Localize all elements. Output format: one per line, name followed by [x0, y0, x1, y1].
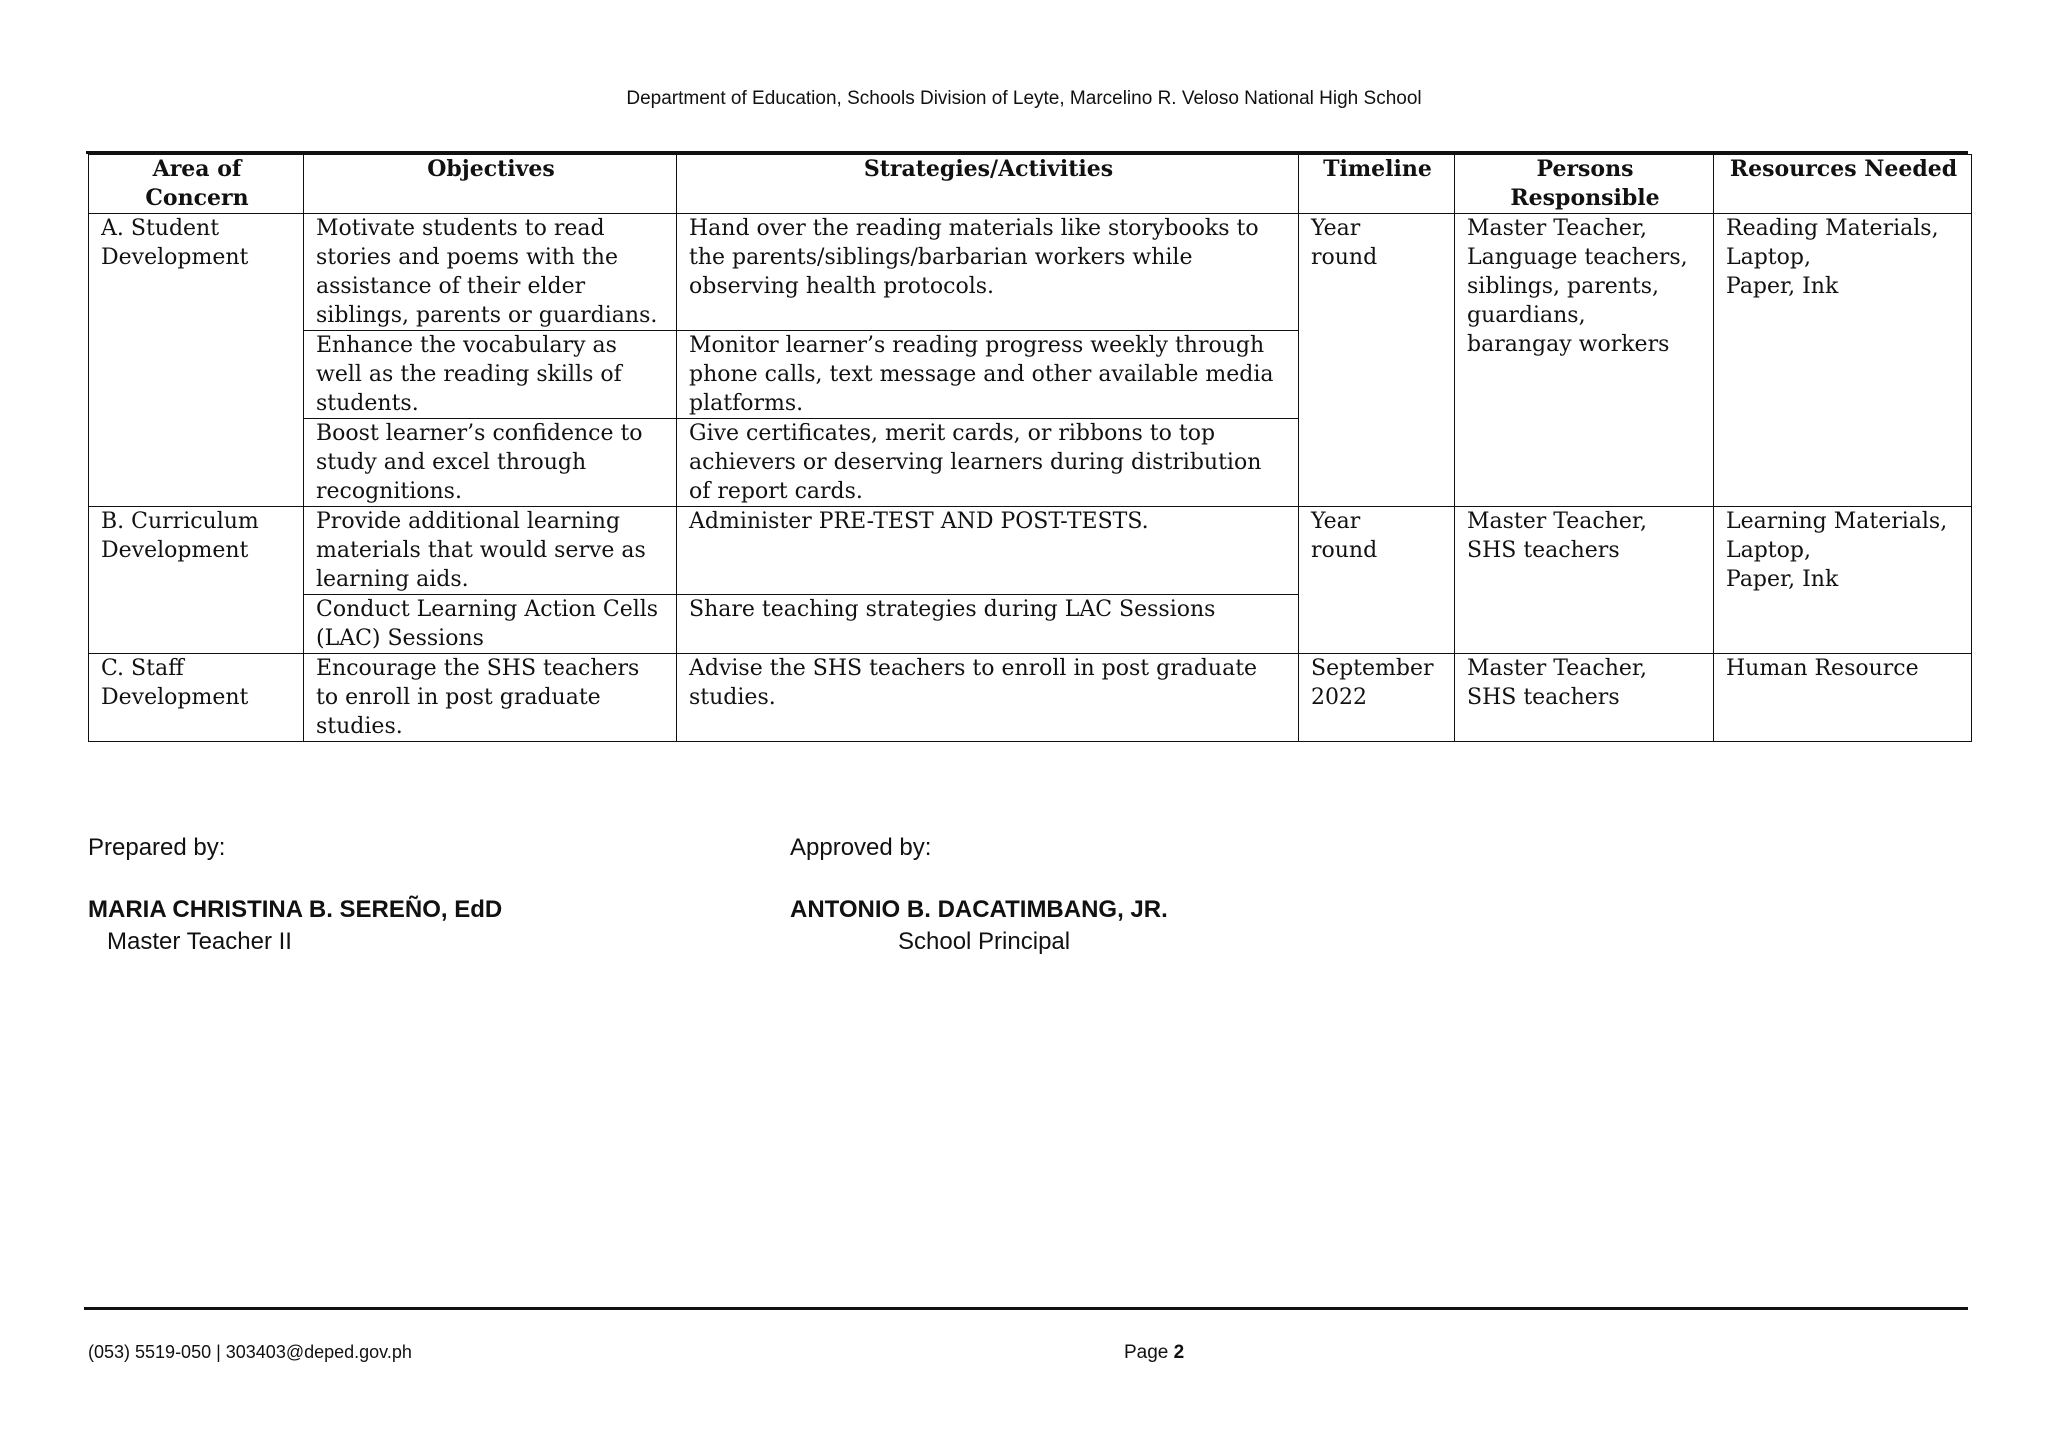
- persons-cell: Master Teacher, SHS teachers: [1455, 654, 1714, 742]
- resources-cell: Reading Materials, Laptop, Paper, Ink: [1714, 214, 1972, 507]
- objective-cell: Enhance the vocabulary as well as the reading skills of students.: [304, 331, 677, 419]
- page-indicator: [1124, 1342, 1184, 1364]
- area-cell: A. Student Development: [89, 214, 304, 507]
- approved-by-name: ANTONIO B. DACATIMBANG, JR.: [790, 896, 1168, 923]
- table-row: [89, 507, 1972, 595]
- table-row: [89, 214, 1972, 331]
- timeline-cell: Year round: [1299, 507, 1455, 654]
- table-row: [89, 654, 1972, 742]
- approved-by-title: School Principal: [898, 928, 1071, 955]
- objective-cell: Motivate students to read stories and poems with the assistance of their elder siblings, parents or guardians.: [304, 214, 677, 331]
- action-plan-table: [88, 154, 1972, 742]
- objective-cell: Provide additional learning materials that would serve as learning aids.: [304, 507, 677, 595]
- timeline-cell: September 2022: [1299, 654, 1455, 742]
- strategy-cell: Advise the SHS teachers to enroll in post graduate studies.: [677, 654, 1299, 742]
- column-header-strategies: Strategies/Activities: [677, 155, 1299, 214]
- timeline-cell: Year round: [1299, 214, 1455, 507]
- persons-cell: Master Teacher, SHS teachers: [1455, 507, 1714, 654]
- column-header-persons: Persons Responsible: [1455, 155, 1714, 214]
- column-header-timeline: Timeline: [1299, 155, 1455, 214]
- objective-cell: Encourage the SHS teachers to enroll in post graduate studies.: [304, 654, 677, 742]
- objective-cell: Conduct Learning Action Cells (LAC) Sessions: [304, 595, 677, 654]
- footer-contact: (053) 5519-050 | 303403@deped.gov.ph: [88, 1342, 412, 1362]
- strategy-cell: Monitor learner’s reading progress weekly through phone calls, text message and other available media platforms.: [677, 331, 1299, 419]
- strategy-cell: Administer PRE-TEST AND POST-TESTS.: [677, 507, 1299, 595]
- prepared-by-label: Prepared by:: [88, 834, 226, 861]
- table-header-row: [89, 155, 1972, 214]
- column-header-resources: Resources Needed: [1714, 155, 1972, 214]
- objective-cell: Boost learner’s confidence to study and excel through recognitions.: [304, 419, 677, 507]
- strategy-cell: Give certificates, merit cards, or ribbons to top achievers or deserving learners during distribution of report cards.: [677, 419, 1299, 507]
- column-header-area: Area of Concern: [89, 155, 304, 214]
- area-cell: B. Curriculum Development: [89, 507, 304, 654]
- strategy-cell: Share teaching strategies during LAC Sessions: [677, 595, 1299, 654]
- resources-cell: Learning Materials, Laptop, Paper, Ink: [1714, 507, 1972, 654]
- resources-cell: Human Resource: [1714, 654, 1972, 742]
- footer-rule: [84, 1307, 1968, 1310]
- approved-by-label: Approved by:: [790, 834, 932, 861]
- prepared-by-name: MARIA CHRISTINA B. SEREÑO, EdD: [88, 896, 503, 923]
- page-number: 2: [1173, 1342, 1185, 1363]
- persons-cell: Master Teacher, Language teachers, siblings, parents, guardians, barangay workers: [1455, 214, 1714, 507]
- page-label: Page: [1124, 1342, 1169, 1363]
- strategy-cell: Hand over the reading materials like storybooks to the parents/siblings/barbarian workers while observing health protocols.: [677, 214, 1299, 331]
- area-cell: C. Staff Development: [89, 654, 304, 742]
- document-header: Department of Education, Schools Division of Leyte, Marcelino R. Veloso National High School: [626, 88, 1422, 109]
- prepared-by-title: Master Teacher II: [107, 928, 292, 955]
- column-header-objectives: Objectives: [304, 155, 677, 214]
